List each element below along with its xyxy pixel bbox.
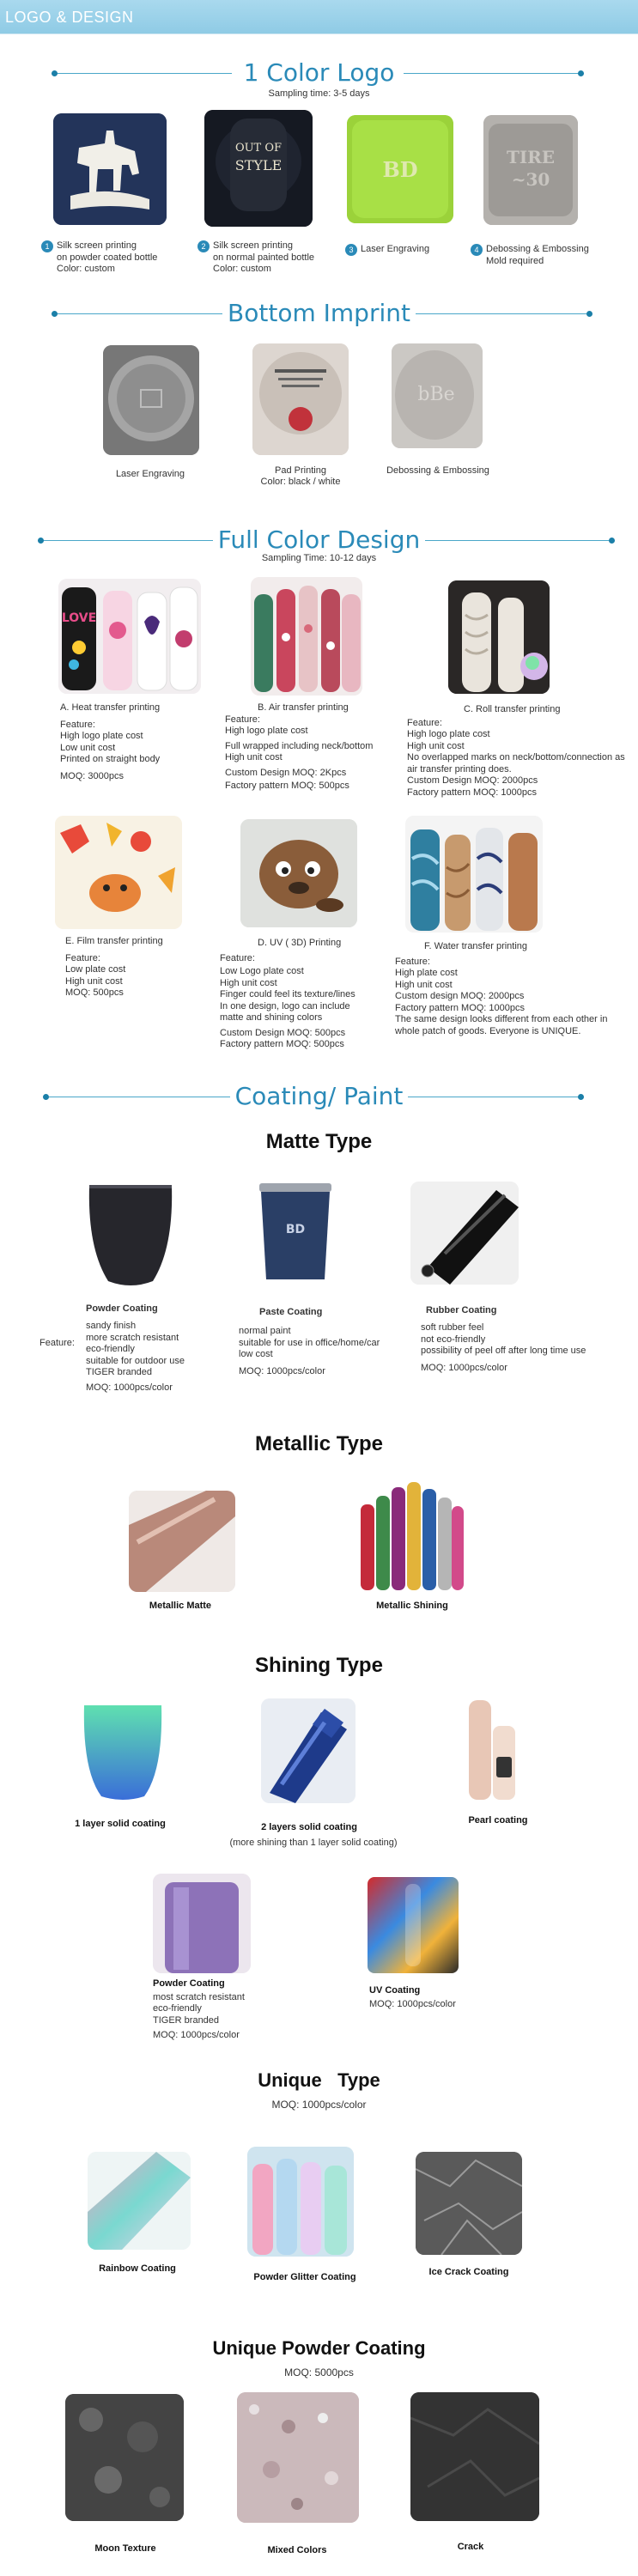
heat-transfer-photo bbox=[58, 579, 201, 694]
mixed-colors-photo bbox=[237, 2392, 359, 2523]
sampling-time: Sampling time: 3-5 days bbox=[268, 88, 370, 99]
roll-transfer-text: C. Roll transfer printing Feature: High logo plate cost High unit cost No overlapped marks on neck/bottom/connection as air transfer printing does. Custom Design MOQ: 2000pcs Factory pattern MOQ: 1000pcs bbox=[407, 704, 637, 799]
bottom-caption-1: Laser Engraving bbox=[115, 469, 185, 479]
matte-feature-label: Feature: bbox=[39, 1338, 75, 1348]
moon-texture-photo bbox=[65, 2394, 184, 2521]
metallic-matte-photo bbox=[129, 1491, 235, 1592]
rubber-coating-features: soft rubber feel not eco-friendly possibility of peel off after long time use MOQ: 1000pcs/color bbox=[421, 1322, 586, 1373]
section-one-color-logo bbox=[0, 58, 638, 88]
uv-3d-text: D. UV ( 3D) Printing Feature: Low Logo plate cost High unit cost Finger could feel its texture/lines In one design, logo can include matte and shining colors Custom Design MOQ: 500pcs Factory pattern MOQ: 500pcs bbox=[220, 938, 400, 1051]
one-layer-name: 1 layer solid coating bbox=[75, 1819, 166, 1829]
rubber-coating-name: Rubber Coating bbox=[426, 1305, 497, 1315]
header-bar bbox=[0, 0, 638, 34]
laser-engraving-photo bbox=[347, 115, 453, 223]
svg-text:TIRE: TIRE bbox=[506, 147, 556, 167]
ice-crack-name: Ice Crack Coating bbox=[428, 2267, 509, 2277]
air-transfer-name: B. Air transfer printing bbox=[258, 702, 349, 713]
paste-coating-name: Paste Coating bbox=[259, 1307, 323, 1317]
unique-type-moq: MOQ: 1000pcs/color bbox=[271, 2099, 367, 2111]
shining-powder-text: Powder Coating most scratch resistant eco-friendly TIGER branded MOQ: 1000pcs/color bbox=[153, 1978, 325, 2042]
shining-powder-photo bbox=[153, 1874, 251, 1973]
svg-text:STYLE: STYLE bbox=[234, 157, 283, 173]
one-color-caption-1: 1 Silk screen printing on powder coated bottle Color: custom bbox=[41, 240, 187, 275]
rainbow-name: Rainbow Coating bbox=[99, 2263, 176, 2274]
full-color-sampling: Sampling Time: 10-12 days bbox=[261, 553, 377, 563]
water-transfer-photo bbox=[405, 816, 543, 933]
img-text-out: OUT OF bbox=[234, 142, 283, 155]
section-full-color bbox=[0, 526, 638, 555]
one-layer-photo bbox=[81, 1702, 165, 1803]
water-transfer-name: F. Water transfer printing bbox=[424, 941, 528, 951]
one-color-caption-3: 3 Laser Engraving bbox=[345, 244, 474, 256]
one-color-caption-4: 4 Debossing & Embossing Mold required bbox=[471, 244, 634, 267]
unique-type-title: Unique Type bbox=[258, 2069, 380, 2091]
debossing-photo bbox=[483, 115, 578, 225]
film-transfer-photo bbox=[55, 816, 182, 929]
water-transfer-text: F. Water transfer printing Feature: High plate cost High unit cost Custom design MOQ: 2000pcs Factory pattern MOQ: 1000pcs The same design looks different from each other in whole patch of goods. Everyone is UNIQUE. bbox=[395, 941, 638, 1037]
powder-glitter-name: Powder Glitter Coating bbox=[253, 2272, 356, 2282]
svg-text:LOVE: LOVE bbox=[61, 611, 97, 625]
crack-photo bbox=[410, 2392, 539, 2521]
svg-text:bBe: bBe bbox=[417, 384, 455, 405]
crack-name: Crack bbox=[457, 2542, 484, 2552]
header-title: LOGO & DESIGN bbox=[5, 9, 134, 26]
two-layer-photo bbox=[261, 1698, 355, 1803]
powder-coating-photo bbox=[84, 1180, 177, 1290]
section-coating-paint bbox=[0, 1082, 638, 1111]
uv-3d-name: D. UV ( 3D) Printing bbox=[258, 938, 342, 948]
two-layer-note: (more shining than 1 layer solid coating) bbox=[229, 1838, 398, 1848]
silk-screen-powder-photo bbox=[53, 113, 167, 225]
uv-coating-name: UV Coating bbox=[369, 1985, 421, 1996]
metallic-shining-name: Metallic Shining bbox=[376, 1601, 448, 1611]
pearl-coating-name: Pearl coating bbox=[468, 1815, 528, 1826]
section-title: 1 Color Logo bbox=[239, 58, 400, 87]
section-title: Bottom Imprint bbox=[222, 299, 416, 327]
section-title: Coating/ Paint bbox=[230, 1082, 409, 1110]
uv-coating-photo bbox=[368, 1877, 459, 1973]
air-transfer-photo bbox=[251, 577, 362, 696]
mixed-colors-name: Mixed Colors bbox=[267, 2545, 327, 2555]
shining-type-title: Shining Type bbox=[255, 1654, 383, 1677]
section-bottom-imprint bbox=[0, 299, 638, 328]
one-color-caption-2: 2 Silk screen printing on normal painted bottle Color: custom bbox=[197, 240, 343, 275]
unique-powder-title: Unique Powder Coating bbox=[212, 2337, 426, 2359]
two-layer-name: 2 layers solid coating bbox=[261, 1822, 357, 1832]
powder-glitter-photo bbox=[247, 2147, 354, 2257]
pearl-coating-photo bbox=[464, 1697, 529, 1801]
bottom-pad-photo bbox=[252, 343, 349, 455]
heat-transfer-text: A. Heat transfer printing Feature: High logo plate cost Low unit cost Printed on straight body MOQ: 3000pcs bbox=[60, 702, 232, 782]
bottom-caption-3: Debossing & Embossing bbox=[386, 465, 489, 476]
shining-powder-name: Powder Coating bbox=[153, 1978, 225, 1989]
svg-text:~30: ~30 bbox=[511, 169, 550, 190]
svg-text:BD: BD bbox=[285, 1223, 306, 1236]
matte-type-title: Matte Type bbox=[265, 1130, 373, 1153]
film-transfer-name: E. Film transfer printing bbox=[65, 936, 163, 946]
film-transfer-text: E. Film transfer printing Feature: Low plate cost High unit cost MOQ: 500pcs bbox=[65, 936, 237, 999]
paste-coating-photo bbox=[258, 1180, 333, 1283]
section-title: Full Color Design bbox=[213, 526, 425, 554]
uv-coating-text: UV Coating MOQ: 1000pcs/color bbox=[369, 1985, 541, 2010]
metallic-shining-photo bbox=[359, 1479, 465, 1594]
heat-transfer-name: A. Heat transfer printing bbox=[60, 702, 161, 713]
metallic-matte-name: Metallic Matte bbox=[149, 1601, 212, 1611]
powder-coating-features: sandy finish more scratch resistant eco-friendly suitable for outdoor use TIGER branded MOQ: 1000pcs/color bbox=[86, 1321, 185, 1393]
air-transfer-text: B. Air transfer printing Feature: High logo plate cost Full wrapped including neck/bottom High unit cost Custom Design MOQ: 2Kpcs Factory pattern MOQ: 500pcs bbox=[225, 702, 405, 793]
bottom-caption-2: Pad Printing Color: black / white bbox=[260, 465, 341, 487]
rainbow-photo bbox=[88, 2152, 191, 2250]
svg-text:BD: BD bbox=[382, 157, 418, 182]
paste-coating-features: normal paint suitable for use in office/home/car low cost MOQ: 1000pcs/color bbox=[239, 1326, 380, 1376]
moon-texture-name: Moon Texture bbox=[94, 2543, 156, 2554]
powder-coating-name: Powder Coating bbox=[86, 1303, 158, 1314]
roll-transfer-photo bbox=[448, 580, 550, 694]
bottom-emboss-photo bbox=[392, 343, 483, 448]
metallic-type-title: Metallic Type bbox=[255, 1432, 383, 1455]
rubber-coating-photo bbox=[410, 1182, 519, 1285]
uv-3d-photo bbox=[240, 819, 357, 927]
bottom-laser-photo bbox=[103, 345, 199, 455]
silk-screen-normal-photo bbox=[204, 110, 313, 227]
roll-transfer-name: C. Roll transfer printing bbox=[464, 704, 561, 714]
unique-powder-moq: MOQ: 5000pcs bbox=[284, 2366, 354, 2379]
ice-crack-photo bbox=[416, 2152, 522, 2255]
